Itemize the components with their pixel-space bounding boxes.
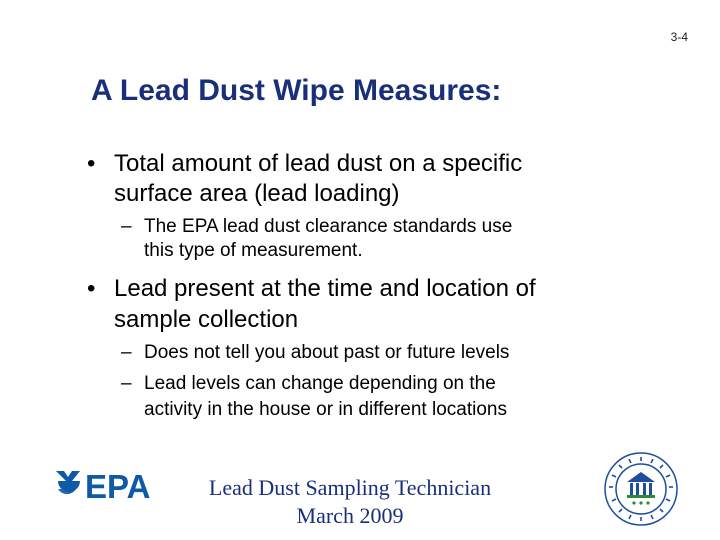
footer-course-title: Lead Dust Sampling Technician (208, 475, 492, 500)
bullet-marker: • (87, 150, 96, 177)
bullet-2-line-1: Lead present at the time and location of (114, 275, 536, 302)
slide-title: A Lead Dust Wipe Measures: (91, 74, 502, 107)
footer-date: March 2009 (296, 503, 404, 528)
sub-bullet-1-1-line-2: this type of measurement. (144, 240, 363, 261)
epa-logo-text: EPA (85, 468, 151, 501)
sub-bullet-1-1-line-1: The EPA lead dust clearance standards use (144, 216, 513, 237)
bullet-marker: • (87, 275, 96, 302)
bullet-1-line-1: Total amount of lead dust on a specific (114, 150, 523, 177)
sub-bullet-2-2-line-1: Lead levels can change depending on the (144, 373, 496, 394)
hud-seal-icon (603, 451, 679, 527)
sub-bullet-2-2-line-2: activity in the house or in different locations (144, 399, 507, 420)
sub-bullet-marker: – (121, 216, 132, 237)
sub-bullet-marker: – (121, 373, 132, 394)
bullet-1-line-2: surface area (lead loading) (114, 180, 400, 207)
sub-bullet-marker: – (121, 342, 132, 363)
epa-logo-icon (54, 467, 156, 501)
footer (190, 474, 510, 530)
sub-bullet-2-1-line-1: Does not tell you about past or future levels (144, 342, 510, 363)
bullet-2-line-2: sample collection (114, 306, 299, 333)
slide-number: 3-4 (670, 30, 688, 44)
